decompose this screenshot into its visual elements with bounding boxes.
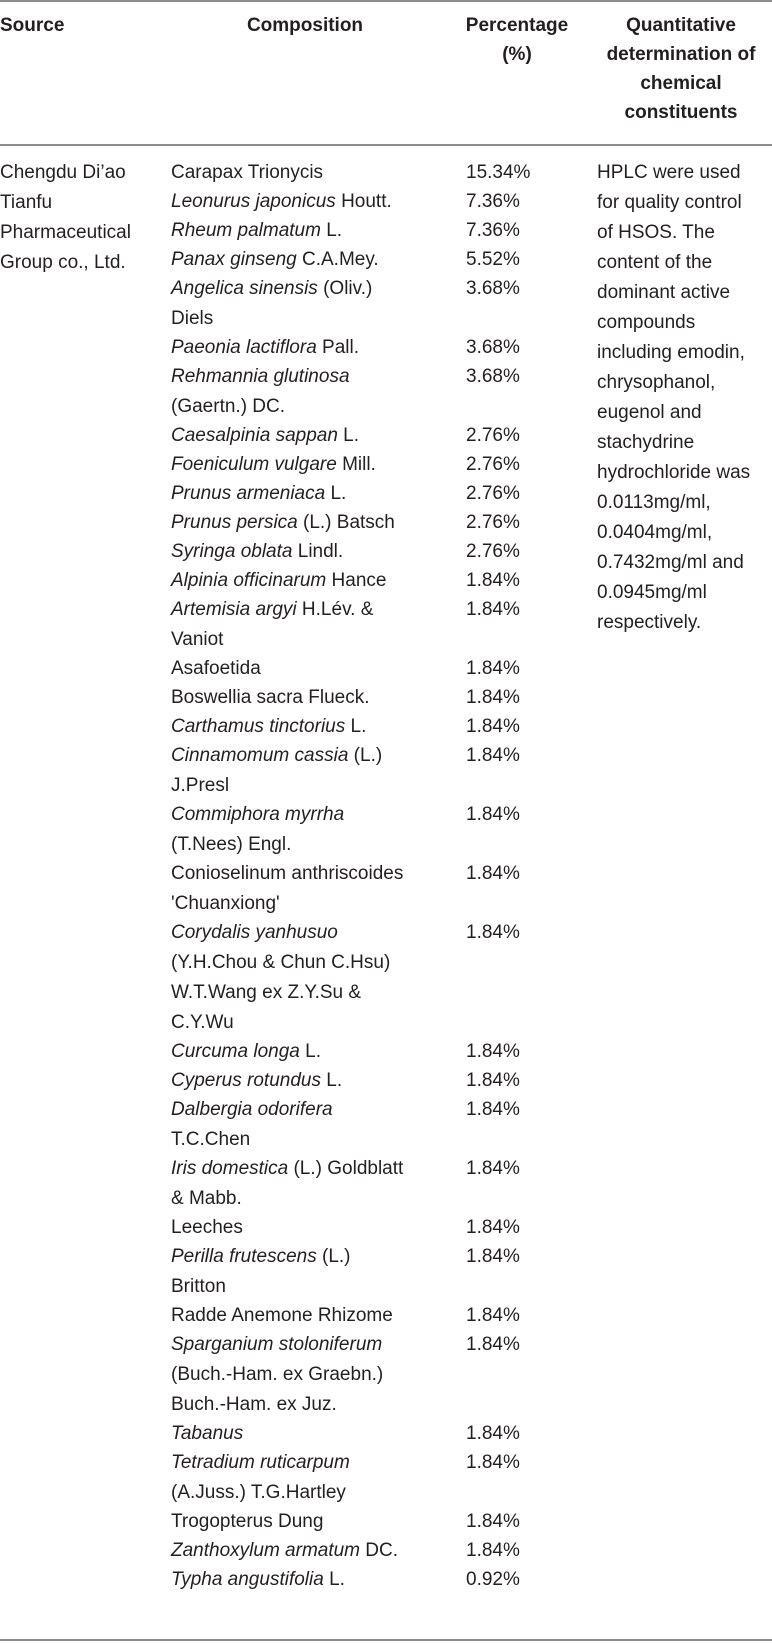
quant-line: 0.0945mg/ml (597, 582, 707, 603)
composition-cell (171, 566, 461, 596)
composition-cell (171, 362, 461, 422)
composition-line (171, 333, 461, 363)
quant-line: 0.0113mg/ml, (597, 492, 711, 513)
composition-cell (171, 1419, 461, 1449)
composition-line: 'Chuanxiong' (171, 893, 280, 914)
composition-cell (171, 1213, 461, 1243)
header-percentage (452, 11, 582, 69)
authority-text: L. (320, 1070, 343, 1091)
composition-cell (171, 1330, 461, 1420)
composition-cell (171, 1565, 461, 1595)
percentage-cell: 1.84% (466, 922, 520, 943)
quant-line: chrysophanol, (597, 372, 716, 393)
table-row (0, 1095, 772, 1154)
percentage-cell: 15.34% (466, 162, 531, 183)
percentage-cell: 1.84% (466, 1158, 520, 1179)
species-name: Commiphora myrrha (171, 804, 345, 825)
percentage-cell: 1.84% (466, 745, 520, 766)
composition-cell (171, 508, 461, 538)
species-name: Zanthoxylum armatum (171, 1540, 361, 1561)
quant-line: respectively. (597, 612, 702, 633)
percentage-cell: 2.76% (466, 512, 520, 533)
percentage-cell: 0.92% (466, 1569, 520, 1590)
table-row (0, 1154, 772, 1213)
percentage-cell: 1.84% (466, 1246, 520, 1267)
composition-cell (171, 683, 461, 713)
species-name: Prunus persica (171, 512, 298, 533)
table-row (0, 1330, 772, 1419)
composition-line (171, 1095, 461, 1125)
composition-line (171, 595, 461, 625)
composition-cell (171, 800, 461, 860)
composition-line (171, 654, 461, 684)
species-name: Panax ginseng (171, 249, 297, 270)
composition-cell (171, 274, 461, 334)
species-name: Iris domestica (171, 1158, 289, 1179)
authority-text: (Oliv.) (317, 278, 373, 299)
species-name: Rehmannia glutinosa (171, 366, 350, 387)
composition-cell (171, 158, 461, 188)
header-quantitative-line: Quantitative (626, 15, 736, 36)
species-name: Cyperus rotundus (171, 1070, 321, 1091)
composition-line (171, 362, 461, 392)
header-percentage-line: Percentage (465, 15, 569, 36)
composition-cell (171, 1242, 461, 1302)
authority-text: Asafoetida (171, 658, 261, 679)
composition-line (171, 859, 461, 889)
composition-line: Diels (171, 308, 214, 329)
authority-text: L. (320, 220, 343, 241)
quant-line: for quality control (597, 192, 742, 213)
authority-text: Pall. (316, 337, 360, 358)
table-row (0, 683, 772, 712)
species-name: Paeonia lactiflora (171, 337, 317, 358)
header-percentage-line: (%) (502, 44, 532, 65)
composition-cell (171, 1536, 461, 1566)
percentage-cell: 2.76% (466, 541, 520, 562)
composition-line (171, 158, 461, 188)
species-name: Rheum palmatum (171, 220, 321, 241)
species-name: Corydalis yanhusuo (171, 922, 338, 943)
composition-cell (171, 216, 461, 246)
composition-cell (171, 1154, 461, 1214)
table-row (0, 1301, 772, 1330)
header-quantitative-line: chemical (640, 73, 722, 94)
authority-text: Carapax Trionycis (171, 162, 324, 183)
authority-text: Trogopterus Dung (171, 1511, 324, 1532)
table-row (0, 918, 772, 1037)
composition-line: (A.Juss.) T.G.Hartley (171, 1482, 346, 1503)
authority-text: Conioselinum anthriscoides (171, 863, 404, 884)
composition-cell (171, 479, 461, 509)
species-name: Carthamus tinctorius (171, 716, 346, 737)
quant-line: stachydrine (597, 432, 695, 453)
composition-line: Britton (171, 1276, 226, 1297)
authority-text: C.A.Mey. (296, 249, 379, 270)
table-row (0, 1507, 772, 1536)
composition-line (171, 918, 461, 948)
composition-cell (171, 1301, 461, 1331)
composition-line (171, 216, 461, 246)
percentage-cell: 2.76% (466, 454, 520, 475)
composition-line: J.Presl (171, 775, 230, 796)
composition-cell (171, 450, 461, 480)
composition-line (171, 537, 461, 567)
composition-cell (171, 1037, 461, 1067)
species-name: Tetradium ruticarpum (171, 1452, 350, 1473)
species-name: Caesalpinia sappan (171, 425, 338, 446)
species-name: Alpinia officinarum (171, 570, 327, 591)
quant-line: eugenol and (597, 402, 702, 423)
species-name: Foeniculum vulgare (171, 454, 337, 475)
composition-line (171, 1037, 461, 1067)
table-row (0, 1242, 772, 1301)
percentage-cell: 3.68% (466, 366, 520, 387)
authority-text: Houtt. (335, 191, 392, 212)
composition-cell (171, 1507, 461, 1537)
authority-text: L. (345, 716, 367, 737)
species-name: Curcuma longa (171, 1041, 300, 1062)
percentage-cell: 1.84% (466, 1041, 520, 1062)
quant-line: compounds (597, 312, 696, 333)
percentage-cell: 1.84% (466, 1540, 520, 1561)
composition-line (171, 1066, 461, 1096)
quant-line: of HSOS. The (597, 222, 715, 243)
composition-line (171, 800, 461, 830)
authority-text: (L.) (348, 745, 383, 766)
authority-text: Hance (326, 570, 387, 591)
percentage-cell: 1.84% (466, 1070, 520, 1091)
composition-line (171, 450, 461, 480)
header-rule (0, 144, 772, 146)
composition-line: W.T.Wang ex Z.Y.Su & (171, 982, 362, 1003)
composition-cell (171, 187, 461, 217)
species-name: Artemisia argyi (171, 599, 297, 620)
percentage-cell: 1.84% (466, 1305, 520, 1326)
composition-line (171, 566, 461, 596)
species-name: Cinnamomum cassia (171, 745, 349, 766)
percentage-cell: 1.84% (466, 804, 520, 825)
authority-text: L. (325, 483, 347, 504)
composition-cell (171, 859, 461, 919)
composition-cell (171, 654, 461, 684)
composition-cell (171, 1448, 461, 1508)
authority-text: Radde Anemone Rhizome (171, 1305, 393, 1326)
composition-line (171, 1242, 461, 1272)
percentage-cell: 1.84% (466, 863, 520, 884)
table-row (0, 741, 772, 800)
quant-line: dominant active (597, 282, 731, 303)
percentage-cell: 2.76% (466, 483, 520, 504)
composition-line (171, 1154, 461, 1184)
composition-line (171, 1330, 461, 1360)
quant-line: HPLC were used (597, 162, 741, 183)
percentage-cell: 7.36% (466, 220, 520, 241)
composition-line (171, 683, 461, 713)
composition-line: C.Y.Wu (171, 1012, 234, 1033)
composition-line (171, 479, 461, 509)
table-row (0, 800, 772, 859)
species-name: Syringa oblata (171, 541, 293, 562)
table-row (0, 1536, 772, 1565)
authority-text: L. (323, 1569, 345, 1590)
composition-line: Vaniot (171, 629, 224, 650)
bottom-rule (0, 1639, 772, 1641)
percentage-cell: 1.84% (466, 658, 520, 679)
percentage-cell: 1.84% (466, 1334, 520, 1355)
quant-line: including emodin, (597, 342, 745, 363)
authority-text: H.Lév. & (296, 599, 374, 620)
composition-line (171, 1536, 461, 1566)
species-name: Sparganium stoloniferum (171, 1334, 383, 1355)
composition-line (171, 187, 461, 217)
composition-line (171, 508, 461, 538)
composition-line (171, 421, 461, 451)
species-name: Prunus armeniaca (171, 483, 326, 504)
authority-text: (L.) Batsch (297, 512, 395, 533)
authority-text: L. (299, 1041, 321, 1062)
composition-line: (T.Nees) Engl. (171, 834, 292, 855)
composition-cell (171, 1095, 461, 1155)
quant-line: 0.7432mg/ml and (597, 552, 744, 573)
percentage-cell: 1.84% (466, 1423, 520, 1444)
table-row (0, 1419, 772, 1448)
species-name: Dalbergia odorifera (171, 1099, 333, 1120)
authority-text: Lindl. (292, 541, 344, 562)
composition-line (171, 1448, 461, 1478)
percentage-cell: 1.84% (466, 687, 520, 708)
authority-text: Mill. (336, 454, 376, 475)
authority-text: Boswellia sacra Flueck. (171, 687, 370, 708)
species-name: Perilla frutescens (171, 1246, 317, 1267)
quantitative-cell (597, 158, 772, 638)
percentage-cell: 1.84% (466, 599, 520, 620)
authority-text: Leeches (171, 1217, 243, 1238)
percentage-cell: 7.36% (466, 191, 520, 212)
composition-cell (171, 333, 461, 363)
composition-cell (171, 741, 461, 801)
composition-line: & Mabb. (171, 1188, 242, 1209)
table-row (0, 1066, 772, 1095)
top-rule (0, 0, 772, 2)
composition-line (171, 245, 461, 275)
species-name: Tabanus (171, 1423, 244, 1444)
header-quantitative-line: determination of (606, 44, 756, 65)
percentage-cell: 1.84% (466, 1452, 520, 1473)
source-line: Tianfu (0, 192, 53, 213)
composition-line (171, 712, 461, 742)
composition-cell (171, 537, 461, 567)
species-name: Angelica sinensis (171, 278, 318, 299)
percentage-cell: 1.84% (466, 1511, 520, 1532)
composition-line (171, 1419, 461, 1449)
composition-line (171, 1301, 461, 1331)
composition-cell (171, 245, 461, 275)
header-source: Source (0, 15, 65, 36)
authority-text: L. (337, 425, 360, 446)
composition-line (171, 1565, 461, 1595)
percentage-cell: 1.84% (466, 716, 520, 737)
table-row (0, 1037, 772, 1066)
header-quantitative (590, 11, 772, 127)
source-line: Chengdu Di’ao (0, 162, 126, 183)
table-row (0, 1448, 772, 1507)
source-line: Pharmaceutical (0, 222, 131, 243)
composition-line: (Gaertn.) DC. (171, 396, 286, 417)
table-row (0, 859, 772, 918)
composition-cell (171, 595, 461, 655)
composition-cell (171, 918, 461, 1038)
table-row (0, 1213, 772, 1242)
composition-line: (Y.H.Chou & Chun C.Hsu) (171, 952, 391, 973)
composition-line (171, 741, 461, 771)
percentage-cell: 5.52% (466, 249, 520, 270)
composition-line: Buch.-Ham. ex Juz. (171, 1394, 337, 1415)
source-line: Group co., Ltd. (0, 252, 126, 273)
percentage-cell: 1.84% (466, 570, 520, 591)
composition-line (171, 274, 461, 304)
composition-line (171, 1507, 461, 1537)
composition-cell (171, 712, 461, 742)
species-name: Typha angustifolia (171, 1569, 324, 1590)
percentage-cell: 1.84% (466, 1099, 520, 1120)
percentage-cell: 1.84% (466, 1217, 520, 1238)
table-row (0, 712, 772, 741)
percentage-cell: 3.68% (466, 278, 520, 299)
table-row (0, 1565, 772, 1594)
percentage-cell: 2.76% (466, 425, 520, 446)
composition-line (171, 1213, 461, 1243)
header-composition: Composition (246, 15, 364, 36)
species-name: Leonurus japonicus (171, 191, 336, 212)
composition-line: (Buch.-Ham. ex Graebn.) (171, 1364, 384, 1385)
authority-text: (L.) Goldblatt (288, 1158, 404, 1179)
composition-line: T.C.Chen (171, 1129, 251, 1150)
quant-line: hydrochloride was (597, 462, 751, 483)
authority-text: (L.) (316, 1246, 351, 1267)
header-quantitative-line: constituents (624, 102, 738, 123)
authority-text: DC. (360, 1540, 399, 1561)
percentage-cell: 3.68% (466, 337, 520, 358)
quant-line: content of the (597, 252, 713, 273)
composition-cell (171, 421, 461, 451)
quant-line: 0.0404mg/ml, (597, 522, 713, 543)
table-row (0, 654, 772, 683)
composition-cell (171, 1066, 461, 1096)
